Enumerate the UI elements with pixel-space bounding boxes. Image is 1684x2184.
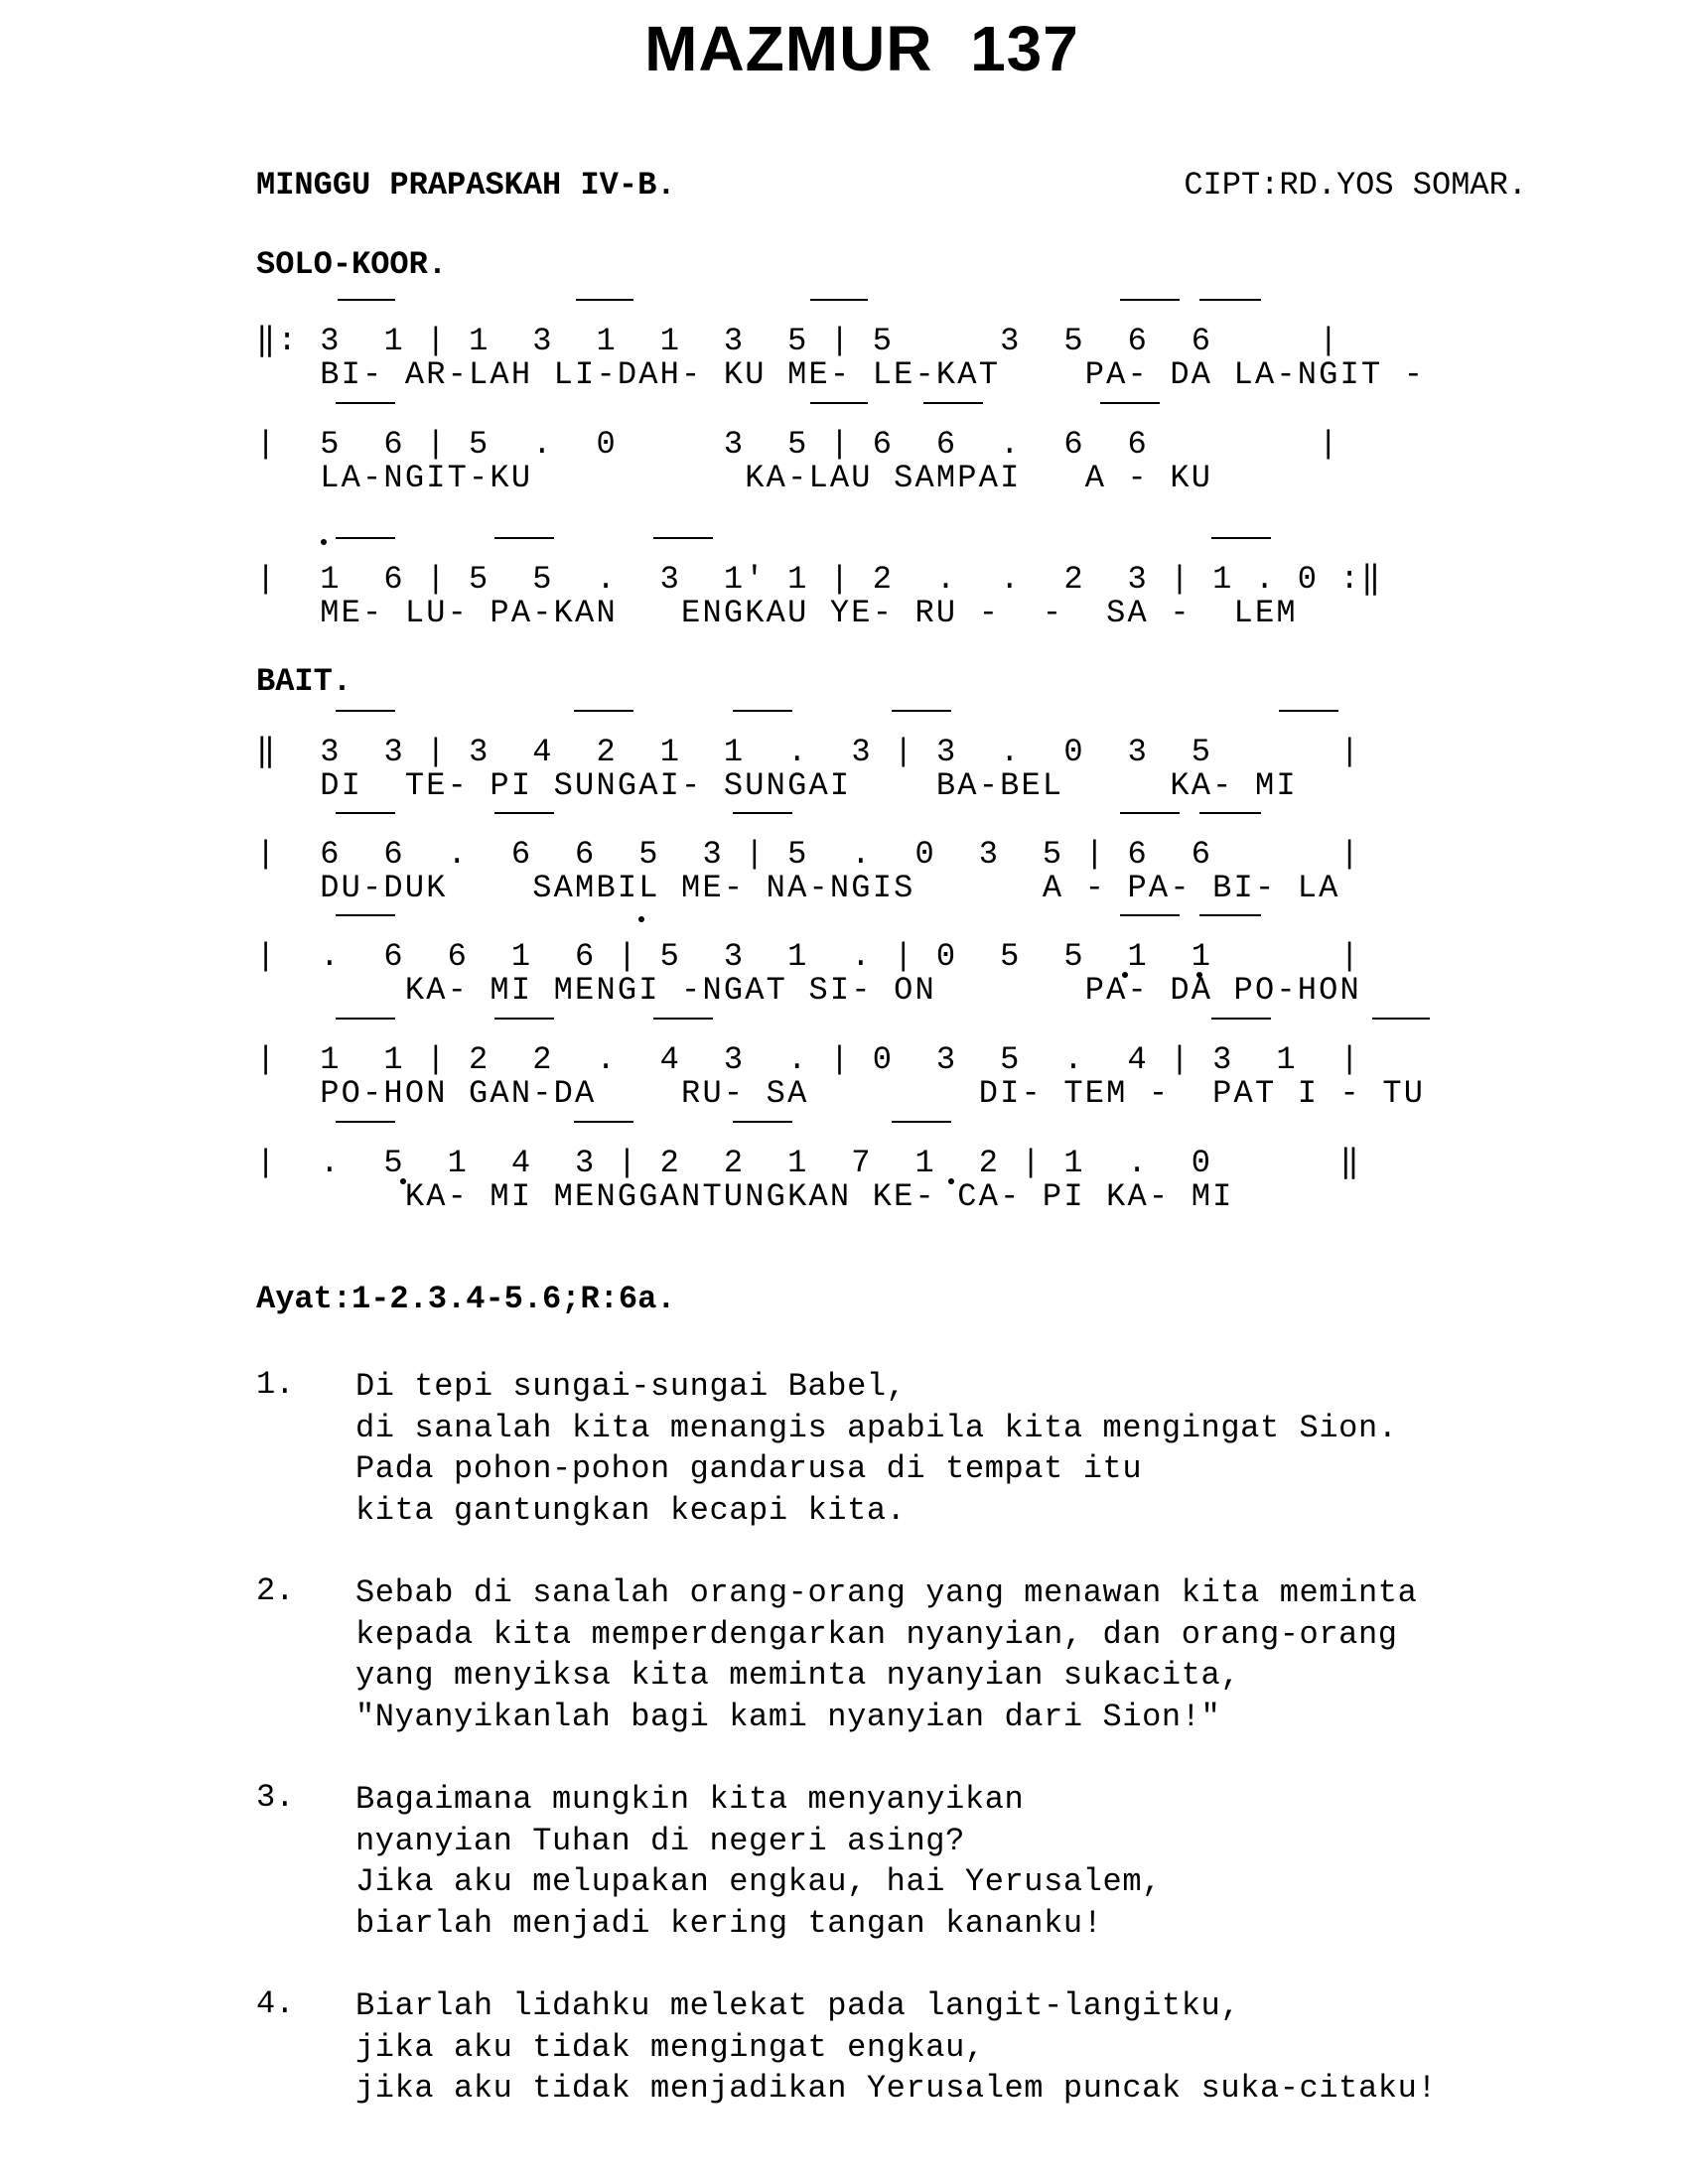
notation-line: ‖ 3 3 | 3 4 2 1 1 . 3 | 3 . 0 3 5 | <box>256 734 1362 770</box>
verse-3 <box>256 1779 1547 1944</box>
lyric-line: PO-HON GAN-DA RU- SA DI- TEM - PAT I - TU <box>256 1075 1426 1112</box>
verse-reference: Ayat:1-2.3.4-5.6;R:6a. <box>256 1281 676 1317</box>
refrain-line-3 <box>256 562 1527 661</box>
verse-line: Di tepi sungai-sungai Babel, <box>355 1368 907 1405</box>
verse-line: Biarlah lidahku melekat pada langit-langitku, <box>355 1987 1241 2024</box>
verse-line: kita gantungkan kecapi kita. <box>355 1491 907 1529</box>
verse-number: 3. <box>256 1779 295 1816</box>
lyric-line: LA-NGIT-KU KA-LAU SAMPAI A - KU <box>256 460 1213 496</box>
verse-number: 4. <box>256 1985 295 2022</box>
page-title: MAZMUR 137 <box>644 13 1079 84</box>
verse-line: biarlah menjadi kering tangan kananku! <box>355 1904 1103 1942</box>
verse-line: jika aku tidak mengingat engkau, <box>355 2028 985 2066</box>
verse-line: Pada pohon-pohon gandarusa di tempat itu <box>355 1450 1143 1487</box>
verse-line: di sanalah kita menangis apabila kita mengingat Sion. <box>355 1409 1398 1446</box>
verse-line: kepada kita memperdengarkan nyanyian, dan orang-orang <box>355 1615 1398 1653</box>
lyric-line: BI- AR-LAH LI-DAH- KU ME- LE-KAT PA- DA LA-NGIT - <box>256 356 1426 393</box>
lyric-line: DI TE- PI SUNGAI- SUNGAI BA-BEL KA- MI <box>256 767 1298 804</box>
verse-line: yang menyiksa kita meminta nyanyian sukacita, <box>355 1657 1241 1694</box>
lyric-line: DU-DUK SAMBIL ME- NA-NGIS A - PA- BI- LA <box>256 870 1340 906</box>
lyric-line: KA- MI MENGGANTUNGKAN KE- CA- PI KA- MI <box>256 1178 1234 1215</box>
bait-line-5 <box>256 1146 1527 1245</box>
notation-line: | 5 6 | 5 . 0 3 5 | 6 6 . 6 6 | <box>256 426 1340 463</box>
notation-line: | 1 6 | 5 5 . 3 1' 1 | 2 . . 2 3 | 1 . 0 :‖ <box>256 561 1383 598</box>
verse-line: jika aku tidak menjadikan Yerusalem puncak suka-citaku! <box>355 2070 1438 2107</box>
verses <box>256 1366 1547 2151</box>
verse-line: Jika aku melupakan engkau, hai Yerusalem, <box>355 1863 1162 1900</box>
notation-line: | . 5 1 4 3 | 2 2 1 7 1 2 | 1 . 0 ‖ <box>256 1145 1362 1181</box>
verse-4 <box>256 1985 1547 2110</box>
lyric-line: ME- LU- PA-KAN ENGKAU YE- RU - - SA - LEM <box>256 595 1298 631</box>
verse-line: Sebab di sanalah orang-orang yang menawan kita meminta <box>355 1574 1418 1611</box>
verse-line: Bagaimana mungkin kita menyanyikan <box>355 1781 1025 1818</box>
verse-2 <box>256 1572 1547 1737</box>
notation-line: ‖: 3 1 | 1 3 1 1 3 5 | 5 3 5 6 6 | <box>256 323 1340 359</box>
bait-section-label: BAIT. <box>256 663 352 700</box>
verse-line: nyanyian Tuhan di negeri asing? <box>355 1822 965 1859</box>
verse-number: 1. <box>256 1366 295 1403</box>
composer-credit: CIPT:RD.YOS SOMAR. <box>1184 167 1527 204</box>
refrain-line-2 <box>256 427 1527 526</box>
verse-number: 2. <box>256 1572 295 1609</box>
notation-line: | 1 1 | 2 2 . 4 3 . | 0 3 5 . 4 | 3 1 | <box>256 1041 1361 1078</box>
verse-line: "Nyanyikanlah bagi kami nyanyian dari Sion!" <box>355 1698 1221 1735</box>
occasion-label: MINGGU PRAPASKAH IV-B. <box>256 167 676 204</box>
notation-line: | 6 6 . 6 6 5 3 | 5 . 0 3 5 | 6 6 | <box>256 836 1361 873</box>
verse-1 <box>256 1366 1547 1531</box>
refrain-section-label: SOLO-KOOR. <box>256 246 448 283</box>
notation-line: | . 6 6 1 6 | 5 3 1 . | 0 5 5 1 1 | <box>256 938 1361 975</box>
lyric-line: KA- MI MENGI -NGAT SI- ON PA- DA PO-HON <box>256 972 1361 1009</box>
